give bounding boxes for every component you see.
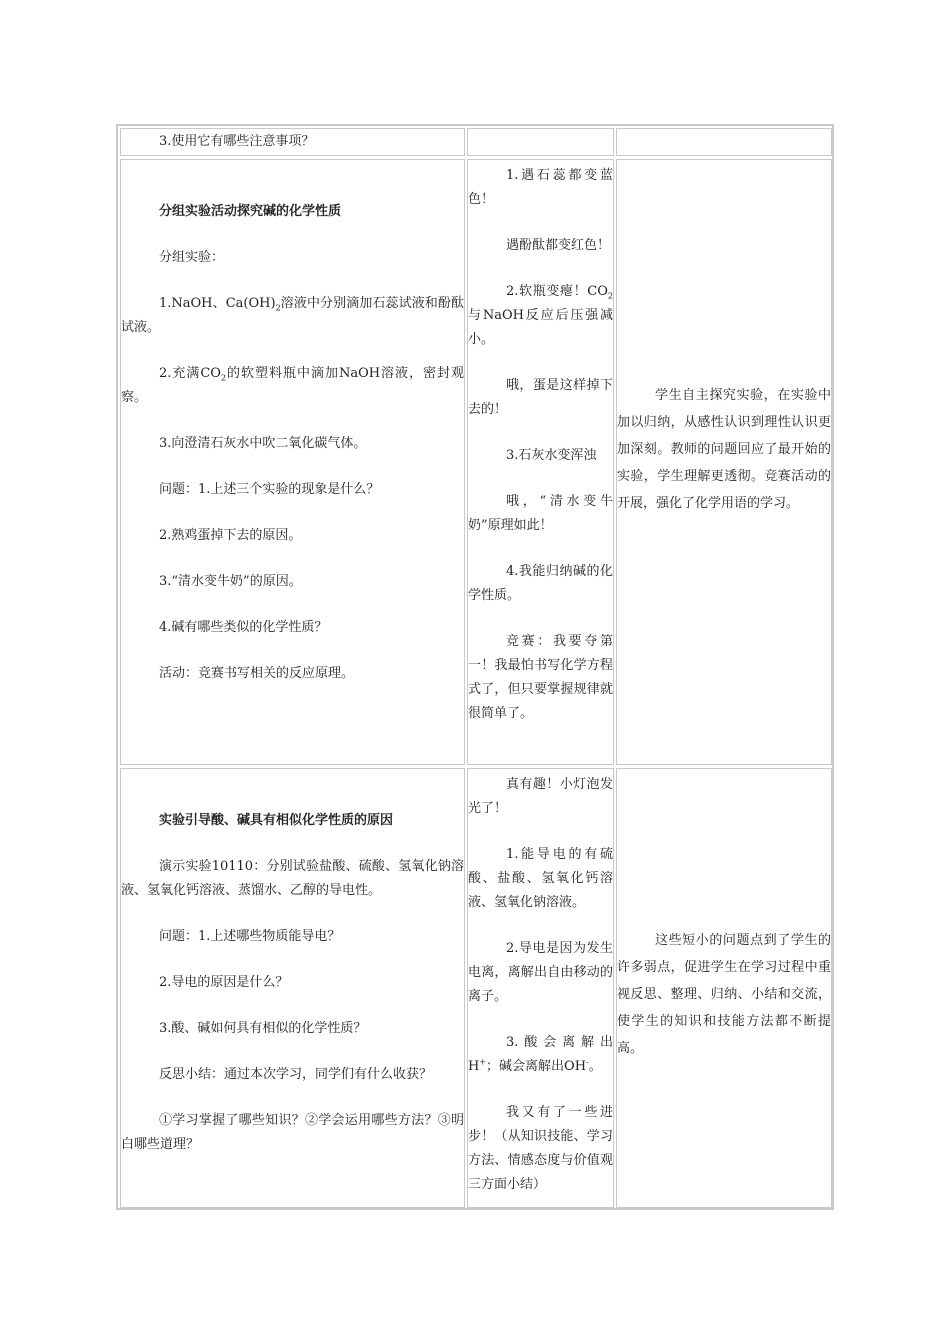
row2-text: 活动：竞赛书写相关的反应原理。 (159, 666, 355, 681)
row2-text: 3.向澄清石灰水中吹二氧化碳气体。 (159, 436, 367, 451)
row2-col1-cell (120, 159, 465, 765)
row1-question: 3.使用它有哪些注意事项？ (159, 134, 315, 149)
row2-text: 1.NaOH、$Ca(OH)_2$溶液中分别滴加石蕊试液和酚酞试液。 (121, 296, 464, 335)
row1-col2-cell (467, 128, 614, 156)
row2-col3-cell (616, 159, 832, 765)
row2-text: 4.碱有哪些类似的化学性质？ (159, 620, 328, 635)
row2-text: 2.熟鸡蛋掉下去的原因。 (159, 528, 302, 543)
row3-col1-cell (120, 768, 465, 1208)
row2-col2-cell (467, 159, 614, 765)
row3-response: 真有趣！小灯泡发光了！ (468, 777, 613, 816)
row3-text: 2.导电的原因是什么？ (159, 975, 289, 990)
row3-response: 我又有了一些进步！（从知识技能、学习方法、情感态度与价值观三方面小结） (468, 1105, 613, 1192)
row3-text: 演示实验10110：分别试验盐酸、硫酸、氢氧化钠溶液、氢氧化钙溶液、蒸馏水、乙醇的导电性。 (121, 859, 464, 898)
row2-text: 问题：1.上述三个实验的现象是什么？ (159, 482, 380, 497)
row2-section-title: 分组实验活动探究碱的化学性质 (159, 204, 342, 219)
row2-text: 3.“清水变牛奶”的原因。 (159, 574, 302, 589)
row2-response: 哦，“清水变牛奶”原理如此！ (468, 494, 613, 533)
row2-response: 2.软瓶变瘪！$CO_2$与NaOH反应后压强减小。 (468, 284, 613, 347)
row3-response: 3.酸会离解出H+；碱会离解出OH-。 (468, 1035, 613, 1074)
row3-design-intent: 这些短小的问题点到了学生的许多弱点，促进学生在学习过程中重视反思、整理、归纳、小结和交流，使学生的知识和技能方法都不断提高。 (617, 933, 831, 1056)
lesson-table (116, 124, 834, 1210)
row2-text: 2.充满$CO_2$的软塑料瓶中滴加NaOH溶液，密封观察。 (121, 366, 464, 405)
row2-response: 1.遇石蕊都变蓝色！ (468, 168, 613, 207)
row1-col3-cell (616, 128, 832, 156)
row3-text: ①学习掌握了哪些知识？②学会运用哪些方法？③明白哪些道理？ (121, 1113, 464, 1152)
row3-text: 反思小结：通过本次学习，同学们有什么收获？ (159, 1067, 433, 1082)
row1-col1-cell (120, 128, 465, 156)
row2-design-intent: 学生自主探究实验，在实验中加以归纳，从感性认识到理性认识更加深刻。教师的问题回应了最开始的实验，学生理解更透彻。竞赛活动的开展，强化了化学用语的学习。 (617, 388, 831, 511)
row3-text: 问题：1.上述哪些物质能导电？ (159, 929, 341, 944)
row3-response: 1.能导电的有硫酸、盐酸、氢氧化钙溶液、氢氧化钠溶液。 (468, 847, 613, 910)
row3-text: 3.酸、碱如何具有相似的化学性质？ (159, 1021, 367, 1036)
row2-response: 竞赛：我要夺第一！我最怕书写化学方程式了，但只要掌握规律就很简单了。 (468, 634, 613, 721)
row3-response: 2.导电是因为发生电离，离解出自由移动的离子。 (468, 941, 613, 1004)
row2-response: 4.我能归纳碱的化学性质。 (468, 564, 613, 603)
row3-section-title: 实验引导酸、碱具有相似化学性质的原因 (159, 813, 394, 828)
row3-col3-cell (616, 768, 832, 1208)
row2-response: 哦，蛋是这样掉下去的！ (468, 378, 613, 417)
row3-col2-cell (467, 768, 614, 1208)
row2-text: 分组实验： (159, 250, 225, 265)
row2-response: 遇酚酞都变红色！ (506, 238, 611, 253)
row2-response: 3.石灰水变浑浊 (506, 448, 597, 463)
